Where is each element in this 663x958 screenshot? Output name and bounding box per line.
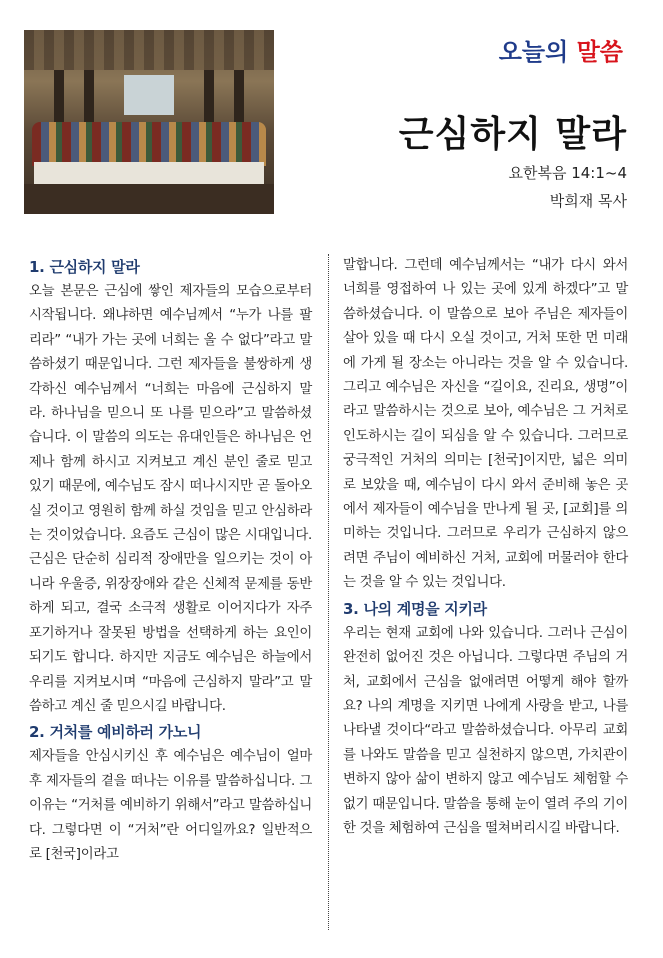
preacher-name: 박희재 목사 [549,192,627,210]
section-heading: 2. 거처를 예비하러 가노니 [29,723,202,742]
right-column [343,254,628,841]
header-title-part2: 말씀 [576,38,623,66]
section-heading: 1. 근심하지 말라 [29,258,140,276]
section-paragraph: 오늘 본문은 근심에 쌓인 제자들의 모습으로부터 시작됩니다. 왜냐하면 예수님께서 “누가 나를 팔리라” “내가 가는 곳에 너희는 올 수 없다”라고 말씀하셨기 때문입니다. 그런 제자들을 불쌍하게 생각하신 예수님께서 “너희는 마음에 근심하지 말라. 하나님을 믿으니 또 나를 믿으라”고 말씀하셨습니다. 이 말씀의 의도는 유대인들은 하나님은 언제나 함께 하시고 지켜보고 계신 분인 줄로 믿고 있기 때문에, 예수님도 잠시 떠나시지만 곧 돌아오실 것이고 영원히 함께 하실 것임을 믿고 안심하라는 것이었습니다. 요즘도 근심이 많은 시대입니다. 근심은 단순히 심리적 장애만을 일으키는 것이 아니라 우울증, 위장장애와 같은 신체적 문제를 동반하게 되고, 결국 소극적 생활로 이어지다가 자주 포기하거나 잘못된 방법을 선택하게 하는 요인이 되기도 합니다. 하지만 지금도 예수님은 하늘에서 우리를 지켜보시며 “마음에 근심하지 말라”고 말씀하고 계신 줄 믿으시길 바랍니다. [29,284,312,714]
last-supper-painting [24,30,274,214]
sermon-title: 근심하지 말라 [398,113,627,155]
page-header-title [499,32,623,67]
section-paragraph: 말합니다. 그런데 예수님께서는 “내가 다시 와서 너희를 영접하여 나 있는 곳에 있게 하겠다”고 말씀하셨습니다. 이 말씀으로 보아 주님은 제자들이 살아 있을 때 다시 오실 것이고, 거처 또한 먼 미래에 가게 될 장소는 아니라는 것을 알 수 있습니다. 그리고 예수님은 자신을 “길이요, 진리요, 생명”이라고 말씀하시는 것으로 보아, 예수님은 그 거처로 인도하시는 길이 되심을 알 수 있습니다. 그러므로 궁극적인 거처의 의미는 [천국]이지만, 넓은 의미로 보았을 때, 예수님이 다시 와서 준비해 놓은 곳에서 제자들이 예수님을 만나게 될 곳, [교회]를 의미하는 것입니다. 그러므로 우리가 근심하지 않으려면 주님이 예비하신 거처, 교회에 머물러야 한다는 것을 알 수 있는 것입니다. [343,258,628,591]
left-column [29,254,312,867]
scripture-reference: 요한복음 14:1~4 [508,164,627,182]
section-paragraph: 제자들을 안심시키신 후 예수님은 예수님이 얼마 후 제자들의 곁을 떠나는 이유를 말씀하십니다. 그 이유는 “거처를 예비하기 위해서”라고 말씀하십니다. 그렇다면 이 “거처”란 어디일까요? 일반적으로 [천국]이라고 [29,749,312,862]
column-divider [328,254,329,930]
section-paragraph: 우리는 현재 교회에 나와 있습니다. 그러나 근심이 완전히 없어진 것은 아닙니다. 그렇다면 주님의 거처, 교회에서 근심을 없애려면 어떻게 해야 할까요? 나의 계명을 지키면 나에게 사랑을 받고, 나를 나타낼 것이다“라고 말씀하셨습니다. 아무리 교회를 나와도 말씀을 믿고 실천하지 않으면, 가치관이 변하지 않아 삶이 변하지 않고 예수님도 체험할 수 없기 때문입니다. 말씀을 통해 눈이 열려 주의 기이한 것을 체험하여 근심을 떨쳐버리시길 바랍니다. [343,625,628,836]
header-title-part1: 오늘의 [498,38,577,66]
section-heading: 3. 나의 계명을 지키라 [343,599,487,618]
